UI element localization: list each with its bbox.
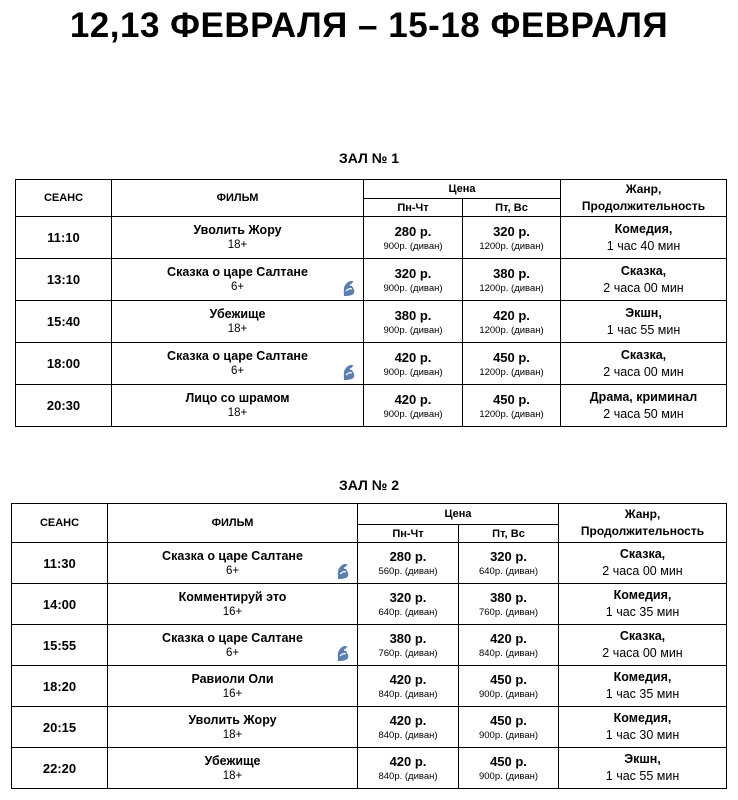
header-genre-line2: Продолжительность [580, 524, 705, 538]
table-row [12, 543, 727, 584]
film-cell [112, 343, 364, 385]
duration: 1 час 55 мин [605, 769, 680, 783]
price-weekend-cell [463, 259, 561, 301]
table-header-row [12, 504, 727, 525]
age-rating: 6+ [230, 365, 245, 377]
hall-2-title: ЗАЛ № 2 [338, 477, 400, 493]
price-weekend-cell [459, 584, 559, 625]
genre-duration-cell [559, 748, 727, 789]
price-weekday: 420 р. [394, 349, 432, 365]
cinema-logo-icon [341, 363, 357, 381]
price-weekday-sofa: 840р. (диван) [378, 689, 438, 700]
session-time: 20:30 [16, 385, 112, 427]
table-row [16, 385, 727, 427]
header-weekend: Пт, Вс [459, 525, 559, 543]
price-weekday: 420 р. [389, 713, 427, 728]
session-time: 11:30 [12, 543, 108, 584]
hall-1-schedule-table [15, 179, 727, 427]
age-rating: 16+ [222, 687, 243, 700]
genre-duration-cell [559, 543, 727, 584]
price-weekday-sofa: 840р. (диван) [378, 771, 438, 782]
duration: 2 часа 00 мин [602, 564, 683, 578]
price-weekday-sofa: 900р. (диван) [383, 324, 443, 336]
price-weekday: 380 р. [389, 631, 427, 646]
genre: Экшн, [624, 752, 661, 766]
price-weekend-cell [459, 625, 559, 666]
price-weekend-sofa: 900р. (диван) [478, 730, 539, 741]
price-weekend: 320 р. [493, 223, 530, 239]
header-weekday: Пн-Чт [364, 199, 463, 217]
price-weekday-sofa: 640р. (диван) [378, 607, 438, 618]
age-rating: 6+ [230, 281, 245, 293]
price-weekday-sofa: 840р. (диван) [378, 730, 438, 741]
session-time: 14:00 [12, 584, 108, 625]
price-weekend-cell [459, 543, 559, 584]
film-title: Сказка о царе Салтане [167, 265, 308, 279]
session-time: 13:10 [16, 259, 112, 301]
film-title: Лицо со шрамом [185, 391, 290, 405]
price-weekday: 320 р. [394, 265, 432, 281]
price-weekend-cell [463, 301, 561, 343]
genre: Комедия, [614, 221, 673, 236]
price-weekday: 420 р. [394, 391, 432, 407]
age-rating: 18+ [222, 769, 243, 782]
genre-duration-cell [561, 217, 727, 259]
price-weekend: 320 р. [490, 549, 527, 564]
genre-duration-cell [559, 625, 727, 666]
price-weekend-sofa: 1200р. (диван) [479, 324, 544, 336]
age-rating: 18+ [227, 239, 248, 251]
genre: Сказка, [620, 347, 667, 362]
film-cell [108, 625, 358, 666]
genre: Комедия, [613, 670, 672, 684]
film-cell [112, 301, 364, 343]
price-weekend: 420 р. [490, 631, 527, 646]
table-row [16, 301, 727, 343]
film-title: Сказка о царе Салтане [162, 630, 303, 645]
film-title: Сказка о царе Салтане [167, 349, 308, 363]
genre: Сказка, [619, 547, 666, 561]
price-weekend-sofa: 900р. (диван) [478, 689, 539, 700]
hall-2-schedule-table [11, 503, 727, 789]
table-header-row [16, 180, 727, 199]
age-rating: 6+ [225, 564, 240, 577]
cinema-logo-icon [341, 279, 357, 297]
film-title: Уволить Жору [193, 223, 282, 237]
duration: 1 час 30 мин [605, 728, 680, 742]
cinema-logo-icon [335, 562, 351, 580]
price-weekday-cell [364, 385, 463, 427]
price-weekend-cell [459, 666, 559, 707]
table-row [12, 666, 727, 707]
price-weekday: 380 р. [394, 307, 432, 323]
duration: 2 часа 00 мин [602, 646, 683, 660]
header-genre-duration [559, 504, 727, 543]
price-weekend-sofa: 760р. (диван) [478, 607, 539, 618]
header-genre-line1: Жанр, [625, 182, 662, 196]
table-row [16, 217, 727, 259]
duration: 1 час 35 мин [605, 605, 680, 619]
genre: Сказка, [620, 263, 667, 278]
session-time: 22:20 [12, 748, 108, 789]
age-rating: 18+ [227, 407, 248, 419]
price-weekend-sofa: 640р. (диван) [478, 566, 539, 577]
genre: Комедия, [613, 588, 672, 602]
film-cell [108, 707, 358, 748]
header-genre-line2: Продолжительность [581, 199, 706, 213]
price-weekend-sofa: 1200р. (диван) [479, 408, 544, 420]
genre-duration-cell [561, 343, 727, 385]
price-weekday-sofa: 900р. (диван) [383, 282, 443, 294]
table-row [12, 584, 727, 625]
film-cell [108, 666, 358, 707]
price-weekday: 420 р. [389, 754, 427, 769]
price-weekend: 450 р. [493, 391, 530, 407]
film-cell [108, 748, 358, 789]
price-weekday-sofa: 900р. (диван) [383, 408, 443, 420]
header-session: СЕАНС [12, 504, 108, 543]
price-weekday-cell [364, 259, 463, 301]
duration: 1 час 55 мин [606, 322, 681, 337]
header-film: ФИЛЬМ [112, 180, 364, 217]
header-weekend: Пт, Вс [463, 199, 561, 217]
duration: 2 часа 00 мин [603, 280, 684, 295]
price-weekday-sofa: 900р. (диван) [383, 366, 443, 378]
price-weekend-sofa: 1200р. (диван) [479, 282, 544, 294]
session-time: 11:10 [16, 217, 112, 259]
price-weekend: 450 р. [490, 754, 527, 769]
price-weekend: 420 р. [493, 307, 530, 323]
price-weekend-cell [463, 385, 561, 427]
header-weekday: Пн-Чт [358, 525, 459, 543]
price-weekday-cell [358, 584, 459, 625]
duration: 1 час 40 мин [606, 238, 681, 253]
price-weekend: 380 р. [493, 265, 530, 281]
table-row [16, 259, 727, 301]
film-cell [108, 543, 358, 584]
price-weekend-sofa: 900р. (диван) [478, 771, 539, 782]
price-weekday-sofa: 560р. (диван) [378, 566, 438, 577]
price-weekday-sofa: 900р. (диван) [383, 240, 443, 252]
genre: Сказка, [619, 629, 666, 643]
table-row [12, 748, 727, 789]
film-title: Комментируй это [178, 589, 287, 604]
film-title: Убежище [209, 307, 266, 321]
genre-duration-cell [561, 385, 727, 427]
price-weekend: 380 р. [490, 590, 527, 605]
price-weekday: 420 р. [389, 672, 427, 687]
table-row [12, 707, 727, 748]
genre-duration-cell [559, 666, 727, 707]
price-weekend-sofa: 1200р. (диван) [479, 240, 544, 252]
header-price: Цена [358, 504, 559, 525]
price-weekday-cell [358, 666, 459, 707]
age-rating: 18+ [227, 323, 248, 335]
price-weekday-cell [358, 748, 459, 789]
film-cell [108, 584, 358, 625]
hall-1-title: ЗАЛ № 1 [338, 150, 400, 166]
price-weekend: 450 р. [493, 349, 530, 365]
price-weekend-cell [463, 217, 561, 259]
price-weekend: 450 р. [490, 672, 527, 687]
genre: Драма, криминал [589, 389, 698, 404]
header-price: Цена [364, 180, 561, 199]
film-title: Убежище [204, 753, 261, 768]
price-weekend-sofa: 1200р. (диван) [479, 366, 544, 378]
price-weekend-cell [463, 343, 561, 385]
age-rating: 18+ [222, 728, 243, 741]
genre-duration-cell [561, 301, 727, 343]
duration: 2 часа 00 мин [603, 364, 684, 379]
price-weekday-cell [364, 217, 463, 259]
session-time: 15:55 [12, 625, 108, 666]
film-title: Равиоли Оли [191, 671, 274, 686]
duration: 1 час 35 мин [605, 687, 680, 701]
genre-duration-cell [561, 259, 727, 301]
price-weekday: 280 р. [389, 549, 427, 564]
price-weekday-cell [364, 301, 463, 343]
table-row [12, 625, 727, 666]
cinema-logo-icon [335, 644, 351, 662]
price-weekday-cell [364, 343, 463, 385]
price-weekend-cell [459, 707, 559, 748]
price-weekday-cell [358, 707, 459, 748]
film-title: Сказка о царе Салтане [162, 548, 303, 563]
film-cell [112, 217, 364, 259]
price-weekday-cell [358, 543, 459, 584]
genre-duration-cell [559, 584, 727, 625]
price-weekend-cell [459, 748, 559, 789]
header-session: СЕАНС [16, 180, 112, 217]
age-rating: 16+ [222, 605, 243, 618]
session-time: 18:20 [12, 666, 108, 707]
price-weekday: 280 р. [394, 223, 432, 239]
header-genre-duration [561, 180, 727, 217]
genre-duration-cell [559, 707, 727, 748]
table-row [16, 343, 727, 385]
header-film: ФИЛЬМ [108, 504, 358, 543]
film-title: Уволить Жору [188, 712, 277, 727]
genre: Комедия, [613, 711, 672, 725]
session-time: 20:15 [12, 707, 108, 748]
price-weekend: 450 р. [490, 713, 527, 728]
session-time: 15:40 [16, 301, 112, 343]
genre: Экшн, [625, 305, 662, 320]
price-weekend-sofa: 840р. (диван) [478, 648, 539, 659]
duration: 2 часа 50 мин [603, 406, 684, 421]
age-rating: 6+ [225, 646, 240, 659]
price-weekday-cell [358, 625, 459, 666]
film-cell [112, 259, 364, 301]
price-weekday: 320 р. [389, 590, 427, 605]
session-time: 18:00 [16, 343, 112, 385]
header-genre-line1: Жанр, [624, 507, 661, 521]
page-title: 12,13 ФЕВРАЛЯ – 15-18 ФЕВРАЛЯ [69, 6, 669, 45]
film-cell [112, 385, 364, 427]
price-weekday-sofa: 760р. (диван) [378, 648, 438, 659]
